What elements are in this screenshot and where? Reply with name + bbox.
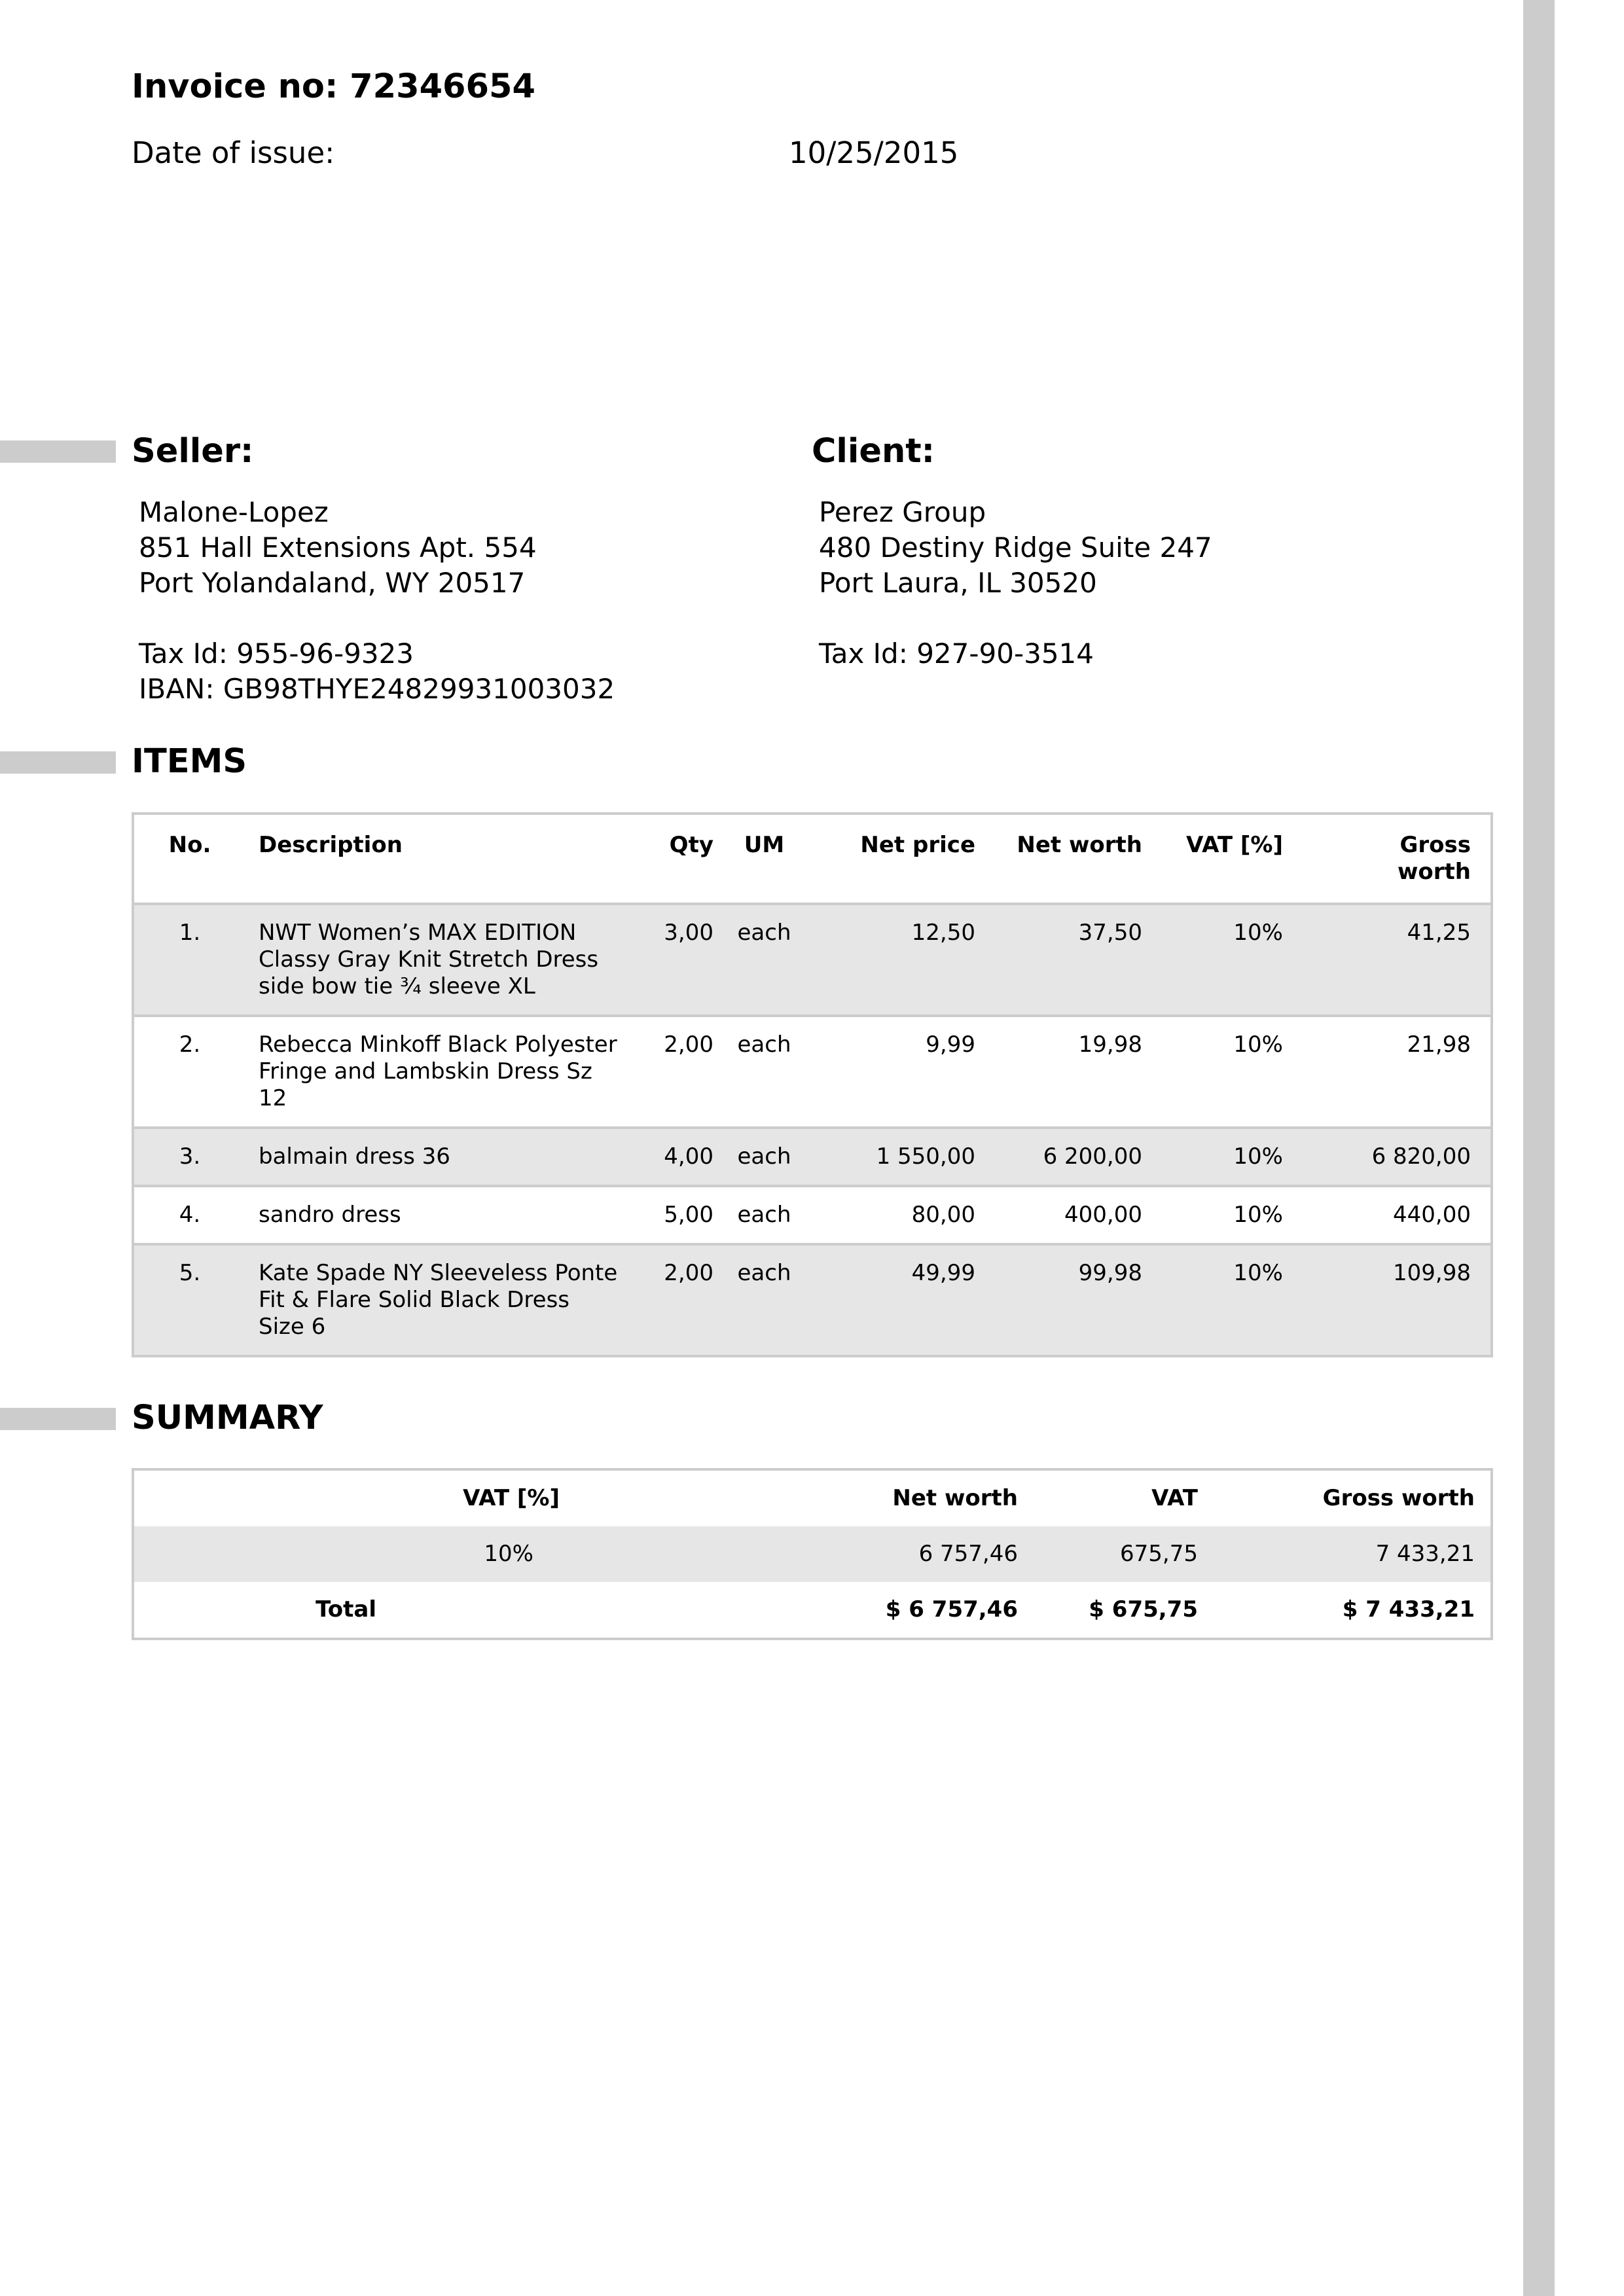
- summary-row: [133, 1526, 1492, 1582]
- summary-total-label: Total: [316, 1596, 376, 1623]
- col-vat: VAT [%]: [1186, 832, 1283, 858]
- seller-tax-id: Tax Id: 955-96-9323: [139, 637, 414, 670]
- date-of-issue-label: Date of issue:: [132, 135, 335, 170]
- col-qty: Qty: [669, 832, 713, 858]
- item-qty: 4,00: [664, 1143, 713, 1170]
- summary-gross-worth: 7 433,21: [1375, 1541, 1475, 1567]
- item-vat: 10%: [1233, 920, 1283, 946]
- seller-name: Malone-Lopez: [139, 496, 329, 528]
- client-address-line-2: Port Laura, IL 30520: [819, 567, 1097, 599]
- col-net-worth: Net worth: [1017, 832, 1142, 858]
- summary-col-vat: VAT: [1151, 1485, 1198, 1511]
- item-qty: 2,00: [664, 1031, 713, 1058]
- item-net-worth: 400,00: [1064, 1202, 1142, 1228]
- table-row: [133, 904, 1492, 1016]
- invoice-number: Invoice no: 72346654: [132, 67, 536, 106]
- item-vat: 10%: [1233, 1143, 1283, 1170]
- item-net-price: 1 550,00: [876, 1143, 975, 1170]
- item-um: each: [737, 1031, 791, 1058]
- client-name: Perez Group: [819, 496, 986, 528]
- item-gross-worth: 6 820,00: [1371, 1143, 1471, 1170]
- item-no: 5.: [179, 1260, 201, 1286]
- table-row: [133, 1244, 1492, 1356]
- item-no: 3.: [179, 1143, 201, 1170]
- date-of-issue-value: 10/25/2015: [789, 135, 959, 170]
- summary-header-row: [133, 1469, 1492, 1526]
- item-net-worth: 6 200,00: [1043, 1143, 1142, 1170]
- summary-net-worth: 6 757,46: [918, 1541, 1018, 1567]
- item-gross-worth: 440,00: [1393, 1202, 1471, 1228]
- col-um: UM: [744, 832, 785, 858]
- table-row: [133, 1016, 1492, 1128]
- summary-col-gross-worth: Gross worth: [1322, 1485, 1475, 1511]
- item-um: each: [737, 1202, 791, 1228]
- col-net-price: Net price: [860, 832, 975, 858]
- item-net-worth: 99,98: [1078, 1260, 1142, 1286]
- item-gross-worth: 41,25: [1407, 920, 1471, 946]
- item-no: 1.: [179, 920, 201, 946]
- item-description: sandro dress: [259, 1202, 401, 1228]
- seller-iban: IBAN: GB98THYE24829931003032: [139, 673, 615, 705]
- item-gross-worth: 21,98: [1407, 1031, 1471, 1058]
- summary-col-net-worth: Net worth: [892, 1485, 1018, 1511]
- item-qty: 3,00: [664, 920, 713, 946]
- client-details: [819, 495, 1212, 672]
- client-tax-id: Tax Id: 927-90-3514: [819, 637, 1094, 670]
- item-net-price: 9,99: [926, 1031, 975, 1058]
- client-address-line-1: 480 Destiny Ridge Suite 247: [819, 531, 1212, 564]
- item-no: 4.: [179, 1202, 201, 1228]
- summary-total-gross-worth: $ 7 433,21: [1342, 1596, 1475, 1623]
- item-qty: 5,00: [664, 1202, 713, 1228]
- seller-address-line-1: 851 Hall Extensions Apt. 554: [139, 531, 537, 564]
- items-table: [132, 812, 1493, 1357]
- seller-heading: Seller:: [132, 432, 254, 471]
- summary-vat-pct: 10%: [484, 1541, 533, 1567]
- table-row: [133, 1186, 1492, 1244]
- item-vat: 10%: [1233, 1260, 1283, 1286]
- summary-heading: SUMMARY: [132, 1399, 323, 1437]
- page-edge-bar: [1523, 0, 1555, 2296]
- item-description: Rebecca Minkoff Black Polyester Fringe and Lambskin Dress Sz 12: [259, 1031, 617, 1111]
- item-um: each: [737, 1143, 791, 1170]
- items-heading: ITEMS: [132, 742, 247, 781]
- item-um: each: [737, 1260, 791, 1286]
- item-net-price: 12,50: [911, 920, 975, 946]
- item-net-price: 49,99: [911, 1260, 975, 1286]
- client-heading: Client:: [812, 432, 935, 471]
- item-vat: 10%: [1233, 1202, 1283, 1228]
- item-um: each: [737, 920, 791, 946]
- summary-total-row: [133, 1582, 1492, 1639]
- item-net-price: 80,00: [911, 1202, 975, 1228]
- item-description: balmain dress 36: [259, 1143, 450, 1170]
- summary-section-marker: [0, 1408, 116, 1430]
- col-description: Description: [259, 832, 403, 858]
- item-qty: 2,00: [664, 1260, 713, 1286]
- item-no: 2.: [179, 1031, 201, 1058]
- items-section-marker: [0, 751, 116, 774]
- seller-section-marker: [0, 440, 116, 463]
- col-gross-worth: Gross worth: [1398, 832, 1471, 885]
- item-net-worth: 37,50: [1078, 920, 1142, 946]
- summary-total-vat: $ 675,75: [1089, 1596, 1198, 1623]
- items-header-row: [133, 814, 1492, 904]
- seller-details: [139, 495, 615, 707]
- item-description: NWT Women’s MAX EDITION Classy Gray Knit Stretch Dress side bow tie ¾ sleeve XL: [259, 920, 599, 999]
- summary-table: [132, 1468, 1493, 1640]
- item-vat: 10%: [1233, 1031, 1283, 1058]
- col-no: No.: [168, 832, 211, 858]
- seller-address-line-2: Port Yolandaland, WY 20517: [139, 567, 526, 599]
- summary-col-vat-pct: VAT [%]: [463, 1485, 560, 1511]
- table-row: [133, 1128, 1492, 1186]
- item-net-worth: 19,98: [1078, 1031, 1142, 1058]
- item-description: Kate Spade NY Sleeveless Ponte Fit & Flare Solid Black Dress Size 6: [259, 1260, 618, 1340]
- item-gross-worth: 109,98: [1393, 1260, 1471, 1286]
- summary-total-net-worth: $ 6 757,46: [885, 1596, 1018, 1623]
- summary-vat: 675,75: [1120, 1541, 1198, 1567]
